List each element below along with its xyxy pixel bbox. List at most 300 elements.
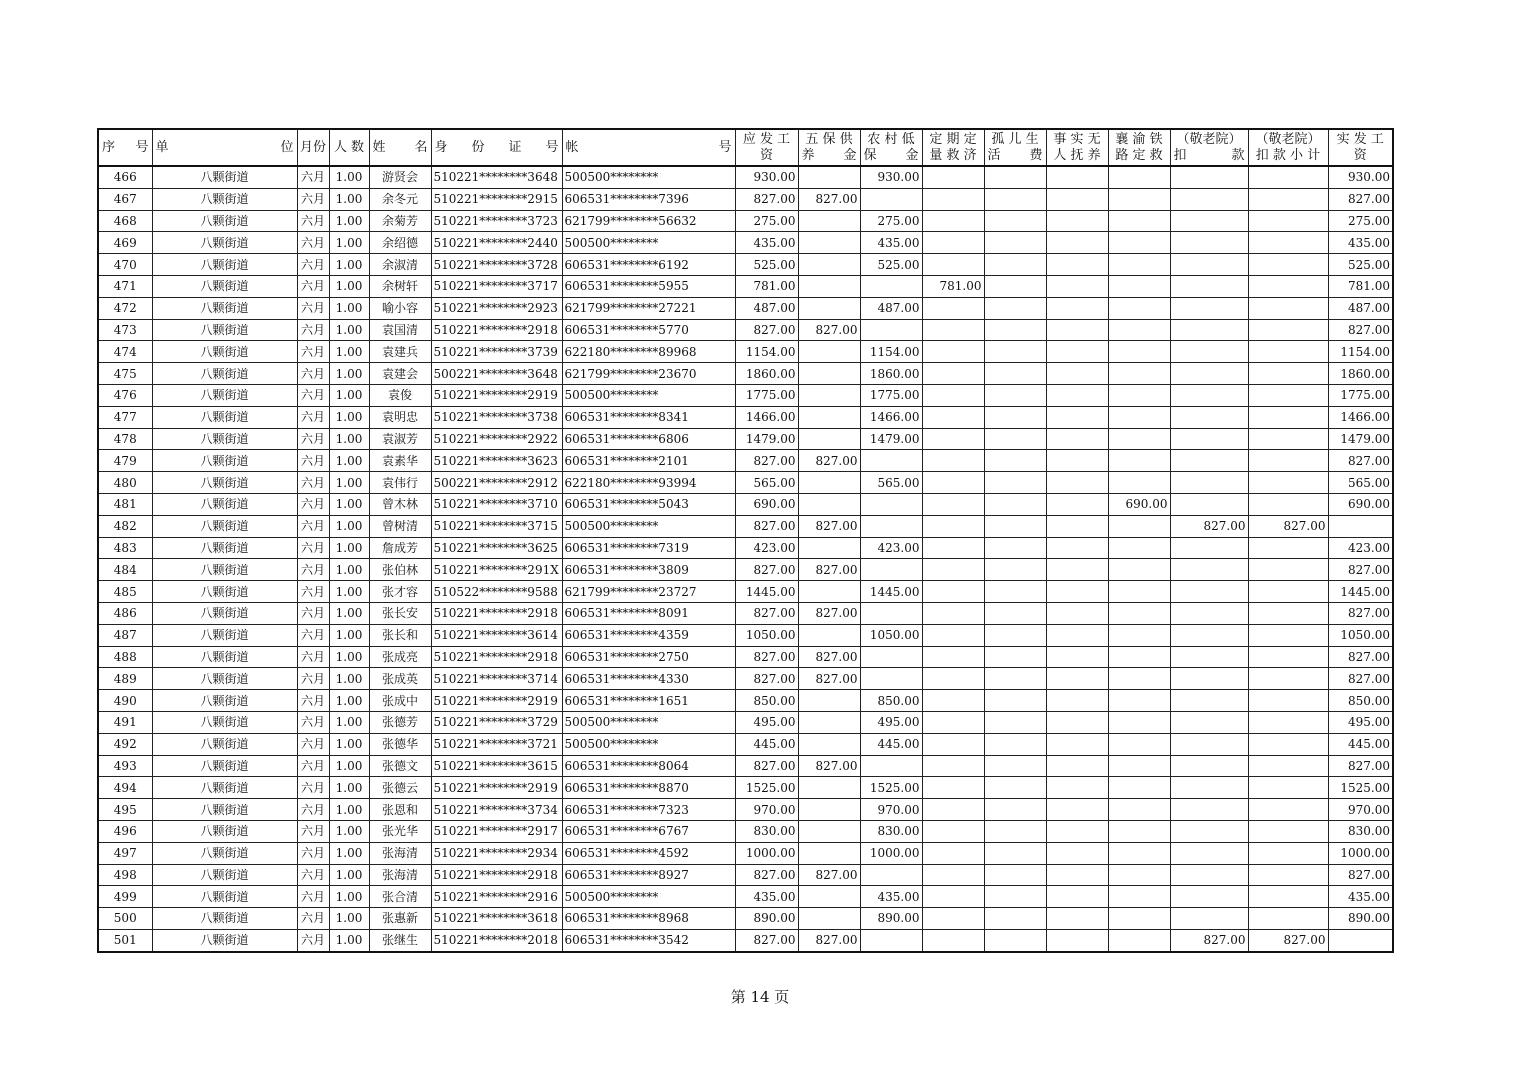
row-orphan [984,493,1046,515]
row-wubao [798,908,860,930]
row-orphan [984,581,1046,603]
row-jly-subtotal [1248,864,1328,886]
row-count: 1.00 [329,777,369,799]
row-dibao [860,646,922,668]
row-shishi [1046,646,1108,668]
row-actual: 1775.00 [1328,384,1393,406]
row-count: 1.00 [329,341,369,363]
row-count: 1.00 [329,820,369,842]
row-name: 游贤会 [369,166,431,188]
row-id-number: 510221********2918 [431,319,562,341]
row-id-number: 510221********3623 [431,450,562,472]
row-orphan [984,254,1046,276]
row-name: 张伯林 [369,559,431,581]
row-wubao [798,472,860,494]
row-unit: 八颗街道 [152,820,297,842]
row-dingliang [922,864,984,886]
row-dingliang [922,493,984,515]
row-payable: 690.00 [735,493,798,515]
row-dibao [860,929,922,951]
row-account: 606531********8341 [562,406,735,428]
row-dibao: 1775.00 [860,384,922,406]
row-xiangyu [1108,254,1170,276]
row-jly-subtotal [1248,188,1328,210]
header-name: 姓 名 [369,129,431,166]
row-wubao [798,384,860,406]
row-account: 606531********8968 [562,908,735,930]
row-jly-subtotal [1248,624,1328,646]
row-xiangyu [1108,908,1170,930]
row-id-number: 510221********3614 [431,624,562,646]
table-row [98,559,1393,581]
row-seq: 467 [98,188,152,210]
row-jly-deduction [1170,188,1248,210]
row-orphan [984,602,1046,624]
row-shishi [1046,799,1108,821]
row-orphan [984,733,1046,755]
row-jly-subtotal [1248,755,1328,777]
row-month: 六月 [297,799,329,821]
row-unit: 八颗街道 [152,363,297,385]
row-actual: 830.00 [1328,820,1393,842]
row-month: 六月 [297,275,329,297]
row-actual: 1154.00 [1328,341,1393,363]
row-month: 六月 [297,166,329,188]
row-unit: 八颗街道 [152,319,297,341]
row-orphan [984,799,1046,821]
row-dibao [860,602,922,624]
row-wubao [798,210,860,232]
row-account: 500500******** [562,515,735,537]
row-name: 张德云 [369,777,431,799]
row-name: 余树轩 [369,275,431,297]
row-seq: 498 [98,864,152,886]
row-orphan [984,624,1046,646]
row-wubao [798,232,860,254]
row-id-number: 510221********3710 [431,493,562,515]
table-row [98,515,1393,537]
row-unit: 八颗街道 [152,210,297,232]
row-count: 1.00 [329,581,369,603]
row-jly-deduction [1170,406,1248,428]
row-id-number: 510221********3729 [431,711,562,733]
table-row [98,384,1393,406]
row-unit: 八颗街道 [152,690,297,712]
table-row [98,493,1393,515]
row-jly-subtotal [1248,908,1328,930]
row-wubao [798,297,860,319]
row-count: 1.00 [329,733,369,755]
header-orphan: 孤 儿 生 活 费 [984,129,1046,166]
row-dingliang [922,210,984,232]
row-payable: 970.00 [735,799,798,821]
row-id-number: 510221********2923 [431,297,562,319]
row-orphan [984,755,1046,777]
row-name: 张海清 [369,842,431,864]
row-dingliang [922,777,984,799]
row-count: 1.00 [329,232,369,254]
row-name: 詹成芳 [369,537,431,559]
row-orphan [984,537,1046,559]
row-payable: 827.00 [735,668,798,690]
row-dibao [860,755,922,777]
header-jly-subtotal: （敬老院） 扣 款 小 计 [1248,129,1328,166]
row-account: 500500******** [562,733,735,755]
row-actual: 827.00 [1328,450,1393,472]
row-wubao [798,624,860,646]
row-month: 六月 [297,188,329,210]
row-seq: 500 [98,908,152,930]
row-jly-deduction: 827.00 [1170,929,1248,951]
row-wubao [798,166,860,188]
row-payable: 827.00 [735,646,798,668]
row-name: 张继生 [369,929,431,951]
row-seq: 486 [98,602,152,624]
row-shishi [1046,733,1108,755]
row-dibao: 275.00 [860,210,922,232]
row-shishi [1046,537,1108,559]
row-orphan [984,842,1046,864]
row-month: 六月 [297,297,329,319]
row-name: 张惠新 [369,908,431,930]
table-row [98,450,1393,472]
row-jly-deduction [1170,646,1248,668]
row-payable: 423.00 [735,537,798,559]
row-unit: 八颗街道 [152,886,297,908]
row-shishi [1046,581,1108,603]
row-xiangyu [1108,602,1170,624]
row-jly-deduction [1170,559,1248,581]
row-actual: 435.00 [1328,232,1393,254]
row-jly-deduction [1170,842,1248,864]
row-jly-deduction [1170,166,1248,188]
row-count: 1.00 [329,755,369,777]
row-month: 六月 [297,450,329,472]
row-jly-deduction [1170,908,1248,930]
row-seq: 483 [98,537,152,559]
row-shishi [1046,275,1108,297]
row-payable: 495.00 [735,711,798,733]
row-shishi [1046,624,1108,646]
row-seq: 468 [98,210,152,232]
row-seq: 473 [98,319,152,341]
row-jly-deduction: 827.00 [1170,515,1248,537]
row-shishi [1046,559,1108,581]
table-row [98,363,1393,385]
row-id-number: 510221********3728 [431,254,562,276]
row-xiangyu [1108,384,1170,406]
row-unit: 八颗街道 [152,166,297,188]
row-dingliang [922,232,984,254]
row-dingliang [922,668,984,690]
table-row [98,188,1393,210]
row-count: 1.00 [329,842,369,864]
row-jly-subtotal [1248,646,1328,668]
table-row [98,842,1393,864]
row-unit: 八颗街道 [152,602,297,624]
row-id-number: 510221********2919 [431,384,562,406]
row-actual: 850.00 [1328,690,1393,712]
row-id-number: 510221********2919 [431,690,562,712]
page-number: 第 14 页 [730,988,790,1006]
row-shishi [1046,384,1108,406]
table-row [98,341,1393,363]
row-month: 六月 [297,319,329,341]
row-payable: 827.00 [735,602,798,624]
row-unit: 八颗街道 [152,406,297,428]
row-jly-subtotal [1248,297,1328,319]
header-account: 帐 号 [562,129,735,166]
row-name: 袁建会 [369,363,431,385]
row-xiangyu [1108,690,1170,712]
table-row [98,428,1393,450]
row-account: 606531********8091 [562,602,735,624]
row-dibao: 1525.00 [860,777,922,799]
row-name: 张才容 [369,581,431,603]
row-dingliang [922,450,984,472]
row-wubao [798,777,860,799]
header-seq: 序 号 [98,129,152,166]
row-orphan [984,690,1046,712]
row-payable: 827.00 [735,864,798,886]
row-payable: 1466.00 [735,406,798,428]
row-xiangyu [1108,363,1170,385]
table-row [98,799,1393,821]
row-wubao: 827.00 [798,188,860,210]
row-month: 六月 [297,602,329,624]
row-name: 张长和 [369,624,431,646]
row-shishi [1046,254,1108,276]
row-wubao [798,537,860,559]
row-actual: 827.00 [1328,864,1393,886]
row-actual: 1479.00 [1328,428,1393,450]
row-account: 500500******** [562,886,735,908]
row-dibao: 850.00 [860,690,922,712]
row-name: 余淑清 [369,254,431,276]
row-jly-deduction [1170,602,1248,624]
row-dingliang [922,711,984,733]
row-count: 1.00 [329,406,369,428]
row-jly-deduction [1170,384,1248,406]
row-seq: 472 [98,297,152,319]
row-account: 606531********4359 [562,624,735,646]
row-shishi [1046,472,1108,494]
header-unit: 单 位 [152,129,297,166]
row-name: 张成英 [369,668,431,690]
row-jly-deduction [1170,472,1248,494]
header-id: 身 份 证 号 [431,129,562,166]
row-xiangyu [1108,929,1170,951]
row-unit: 八颗街道 [152,232,297,254]
row-actual: 827.00 [1328,319,1393,341]
table-row [98,624,1393,646]
row-id-number: 510221********2915 [431,188,562,210]
row-jly-deduction [1170,297,1248,319]
row-wubao: 827.00 [798,755,860,777]
row-shishi [1046,450,1108,472]
row-shishi [1046,668,1108,690]
row-wubao [798,493,860,515]
row-id-number: 510221********3618 [431,908,562,930]
row-orphan [984,559,1046,581]
row-dibao: 930.00 [860,166,922,188]
table-row [98,319,1393,341]
row-seq: 466 [98,166,152,188]
row-jly-deduction [1170,493,1248,515]
row-account: 500500******** [562,384,735,406]
row-wubao: 827.00 [798,929,860,951]
row-id-number: 510221********3721 [431,733,562,755]
row-id-number: 510221********291X [431,559,562,581]
row-account: 606531********8870 [562,777,735,799]
row-month: 六月 [297,755,329,777]
row-actual: 435.00 [1328,886,1393,908]
row-seq: 470 [98,254,152,276]
row-id-number: 510221********2918 [431,602,562,624]
row-month: 六月 [297,232,329,254]
row-dibao: 565.00 [860,472,922,494]
row-payable: 1525.00 [735,777,798,799]
row-payable: 435.00 [735,886,798,908]
row-account: 606531********2750 [562,646,735,668]
row-seq: 487 [98,624,152,646]
row-wubao [798,254,860,276]
row-name: 余冬元 [369,188,431,210]
header-dingliang: 定 期 定 量 救 济 [922,129,984,166]
row-dibao [860,493,922,515]
row-orphan [984,908,1046,930]
row-unit: 八颗街道 [152,188,297,210]
row-jly-subtotal [1248,210,1328,232]
row-seq: 469 [98,232,152,254]
row-id-number: 510221********2917 [431,820,562,842]
row-xiangyu [1108,188,1170,210]
row-month: 六月 [297,668,329,690]
row-xiangyu [1108,275,1170,297]
row-account: 606531********6767 [562,820,735,842]
row-dibao: 1860.00 [860,363,922,385]
row-unit: 八颗街道 [152,624,297,646]
row-jly-subtotal [1248,537,1328,559]
row-unit: 八颗街道 [152,842,297,864]
row-jly-subtotal [1248,602,1328,624]
row-jly-subtotal [1248,820,1328,842]
row-unit: 八颗街道 [152,711,297,733]
row-payable: 1860.00 [735,363,798,385]
row-wubao [798,406,860,428]
row-orphan [984,384,1046,406]
table-row [98,668,1393,690]
row-id-number: 500221********3648 [431,363,562,385]
row-payable: 487.00 [735,297,798,319]
row-id-number: 510221********3717 [431,275,562,297]
row-dingliang [922,363,984,385]
header-shishi: 事 实 无 人 抚 养 [1046,129,1108,166]
row-payable: 827.00 [735,929,798,951]
table-row [98,537,1393,559]
row-jly-deduction [1170,232,1248,254]
row-unit: 八颗街道 [152,275,297,297]
row-orphan [984,275,1046,297]
row-name: 余绍德 [369,232,431,254]
row-orphan [984,319,1046,341]
row-shishi [1046,602,1108,624]
row-wubao: 827.00 [798,602,860,624]
row-jly-subtotal [1248,886,1328,908]
row-dibao: 435.00 [860,886,922,908]
row-xiangyu: 690.00 [1108,493,1170,515]
row-wubao [798,799,860,821]
row-id-number: 510522********9588 [431,581,562,603]
row-count: 1.00 [329,275,369,297]
row-actual: 525.00 [1328,254,1393,276]
row-actual: 1000.00 [1328,842,1393,864]
row-wubao: 827.00 [798,319,860,341]
row-xiangyu [1108,799,1170,821]
row-month: 六月 [297,254,329,276]
header-actual: 实 发 工 资 [1328,129,1393,166]
row-actual: 827.00 [1328,559,1393,581]
row-month: 六月 [297,624,329,646]
row-jly-subtotal [1248,690,1328,712]
row-seq: 481 [98,493,152,515]
row-seq: 501 [98,929,152,951]
row-shishi [1046,929,1108,951]
row-payable: 445.00 [735,733,798,755]
row-name: 张成亮 [369,646,431,668]
row-dingliang [922,820,984,842]
row-id-number: 510221********3648 [431,166,562,188]
row-dingliang [922,733,984,755]
row-month: 六月 [297,886,329,908]
row-payable: 850.00 [735,690,798,712]
row-jly-subtotal [1248,733,1328,755]
row-actual: 827.00 [1328,668,1393,690]
row-unit: 八颗街道 [152,450,297,472]
row-dingliang [922,319,984,341]
row-actual: 827.00 [1328,188,1393,210]
row-jly-subtotal [1248,493,1328,515]
row-dingliang [922,690,984,712]
row-name: 袁明忠 [369,406,431,428]
row-month: 六月 [297,537,329,559]
row-account: 606531********7323 [562,799,735,821]
row-xiangyu [1108,581,1170,603]
table-row [98,297,1393,319]
row-name: 曾木林 [369,493,431,515]
table-row [98,908,1393,930]
row-shishi [1046,908,1108,930]
row-count: 1.00 [329,668,369,690]
row-dingliang [922,254,984,276]
row-orphan [984,820,1046,842]
row-name: 张德芳 [369,711,431,733]
row-account: 606531********5043 [562,493,735,515]
row-dibao: 1466.00 [860,406,922,428]
row-month: 六月 [297,384,329,406]
row-dibao: 423.00 [860,537,922,559]
row-count: 1.00 [329,210,369,232]
row-orphan [984,428,1046,450]
row-xiangyu [1108,450,1170,472]
row-dibao [860,559,922,581]
row-seq: 488 [98,646,152,668]
row-dibao: 1154.00 [860,341,922,363]
header-payable: 应 发 工 资 [735,129,798,166]
row-payable: 1479.00 [735,428,798,450]
row-account: 606531********6806 [562,428,735,450]
row-unit: 八颗街道 [152,384,297,406]
